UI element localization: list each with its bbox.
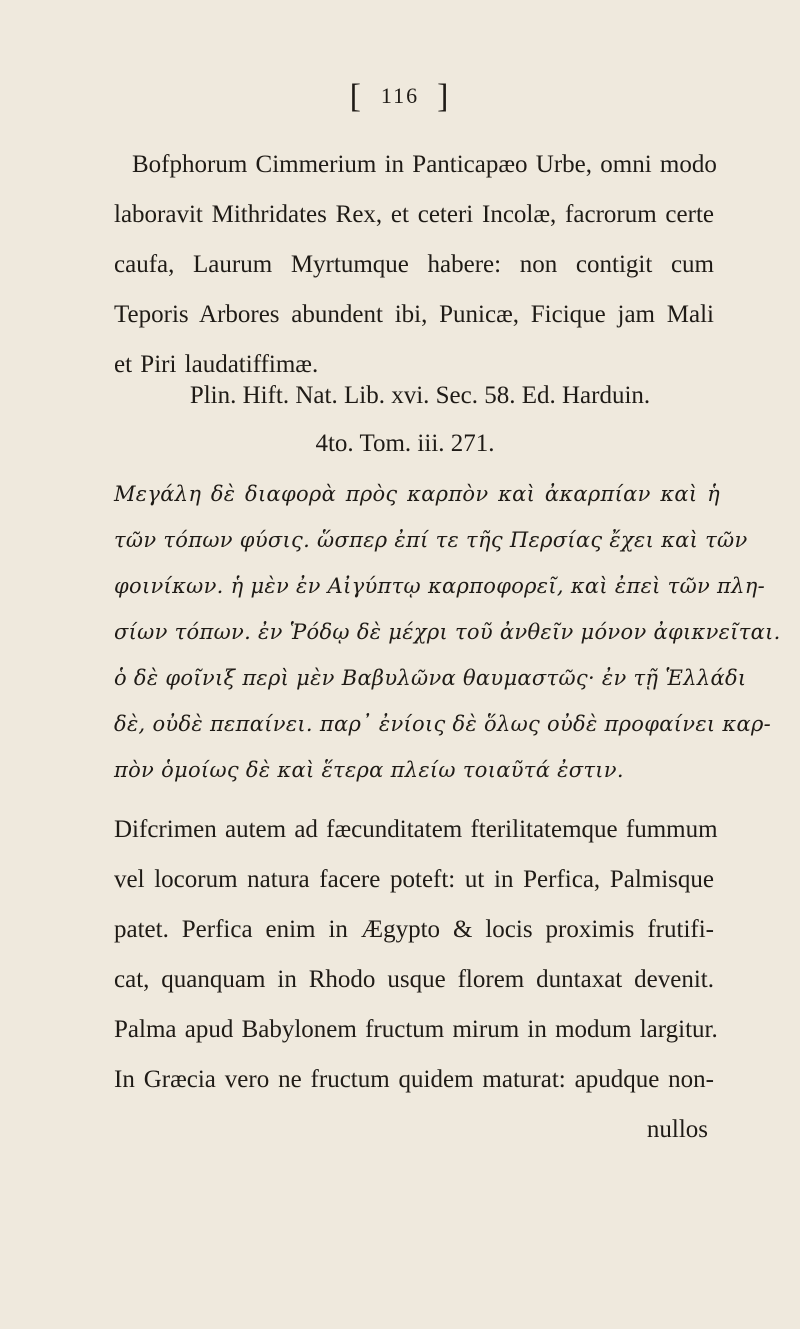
latin-line: et Piri laudatiffimæ. bbox=[114, 351, 319, 378]
latin-line: Palma apud Babylonem fructum mirum in modum largitur. bbox=[114, 1016, 718, 1043]
latin-line: cat, quanquam in Rhodo usque florem duntaxat devenit. bbox=[114, 966, 714, 993]
catchword: nullos bbox=[646, 1116, 708, 1143]
latin-line: Teporis Arbores abundent ibi, Punicæ, Ficique jam Mali bbox=[114, 301, 714, 328]
latin-line: Bofphorum Cimmerium in Panticapæo Urbe, omni modo bbox=[132, 151, 717, 178]
greek-line: φοινίκων. ἡ μὲν ἐν Αἰγύπτῳ καρποφορεῖ, καὶ ἐπεὶ τῶν πλη- bbox=[114, 574, 766, 598]
greek-line: σίων τόπων. ἐν Ῥόδῳ δὲ μέχρι τοῦ ἀνθεῖν μόνον ἀφικνεῖται. bbox=[114, 620, 781, 644]
greek-line: δὲ, οὐδὲ πεπαίνει. παρ᾽ ἐνίοις δὲ ὅλως οὐδὲ προφαίνει καρ- bbox=[114, 712, 771, 736]
page-header bbox=[0, 78, 800, 116]
citation-line-1: Plin. Hift. Nat. Lib. xvi. Sec. 58. Ed. Harduin. bbox=[189, 382, 651, 409]
latin-line: In Græcia vero ne fructum quidem maturat: apudque non- bbox=[114, 1066, 714, 1093]
latin-line: patet. Perfica enim in Ægypto & locis proximis frutifi- bbox=[114, 916, 714, 943]
greek-paragraph bbox=[114, 471, 781, 793]
bracket-close: ] bbox=[437, 78, 451, 115]
latin-paragraph-2 bbox=[114, 805, 718, 1155]
page-number: 116 bbox=[380, 83, 420, 108]
latin-line: laboravit Mithridates Rex, et ceteri Incolæ, facrorum certe bbox=[114, 201, 714, 228]
latin-line: caufa, Laurum Myrtumque habere: non contigit cum bbox=[114, 251, 714, 278]
greek-line: τῶν τόπων φύσις. ὥσπερ ἐπί τε τῆς Περσίας ἔχει καὶ τῶν bbox=[114, 528, 748, 552]
bracket-open: [ bbox=[349, 78, 363, 115]
latin-paragraph-1 bbox=[114, 140, 717, 390]
greek-line: πὸν ὁμοίως δὲ καὶ ἕτερα πλείω τοιαῦτά ἐστιν. bbox=[114, 758, 624, 782]
citation-line-2: 4to. Tom. iii. 271. bbox=[315, 430, 495, 457]
latin-line: vel locorum natura facere poteft: ut in Perfica, Palmisque bbox=[114, 866, 714, 893]
greek-line: Μεγάλη δὲ διαφορὰ πρὸς καρπὸν καὶ ἀκαρπίαν καὶ ἡ bbox=[114, 482, 720, 506]
greek-line: ὁ δὲ φοῖνιξ περὶ μὲν Βαβυλῶνα θαυμαστῶς· ἐν τῇ Ἑλλάδι bbox=[114, 666, 747, 690]
latin-line: Difcrimen autem ad fæcunditatem fterilitatemque fummum bbox=[114, 816, 718, 843]
